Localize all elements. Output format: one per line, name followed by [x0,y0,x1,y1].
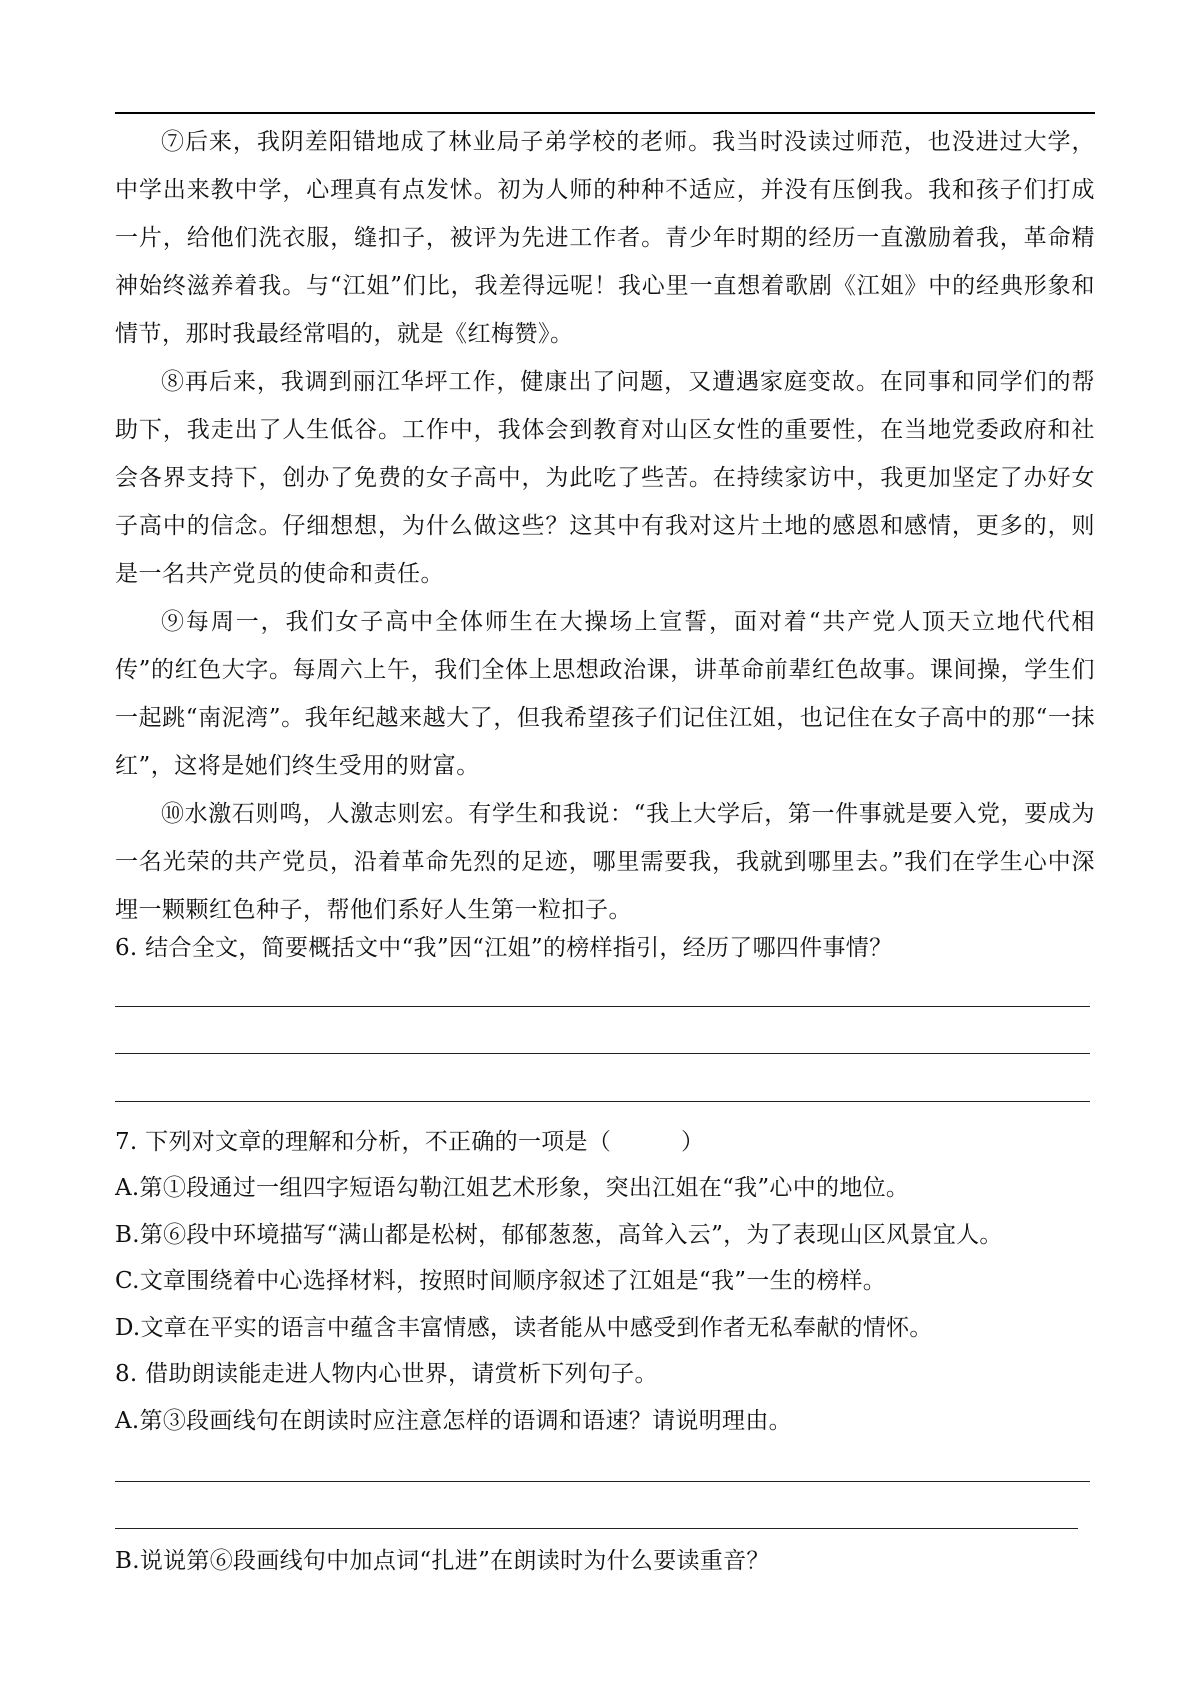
answer-line-q6-1[interactable] [115,1006,1090,1007]
answer-line-q8a-1[interactable] [115,1481,1090,1482]
questions [115,0,1095,1697]
question-6: 6. 结合全文，简要概括文中“我”因“江姐”的榜样指引，经历了哪四件事情？ [115,935,893,961]
paragraph-10: ⑩水激石则鸣，人激志则宏。有学生和我说：“我上大学后，第一件事就是要入党，要成为一名光荣的共产党员，沿着革命先烈的足迹，哪里需要我，我就到哪里去。”我们在学生心中深埋一颗颗红色种子，帮他们系好人生第一粒扣子。 [115,801,1095,923]
paragraph-7: ⑦后来，我阴差阳错地成了林业局子弟学校的老师。我当时没读过师范，也没进过大学，中学出来教中学，心理真有点发怵。初为人师的种种不适应，并没有压倒我。我和孩子们打成一片，给他们洗衣服，缝扣子，被评为先进工作者。青少年时期的经历一直激励着我，革命精神始终滋养着我。与“江姐”们比，我差得远呢！我心里一直想着歌剧《江姐》中的经典形象和情节，那时我最经常唱的，就是《红梅赞》。 [115,129,1095,347]
answer-line-q6-2[interactable] [115,1053,1090,1054]
question-8: 8. 借助朗读能走进人物内心世界，请赏析下列句子。 [115,1361,658,1387]
question-7-option-d: D.文章在平实的语言中蕴含丰富情感，读者能从中感受到作者无私奉献的情怀。 [115,1315,933,1341]
question-7-option-b: B.第⑥段中环境描写“满山都是松树，郁郁葱葱，高耸入云”，为了表现山区风景宜人。 [115,1222,1003,1248]
question-8-part-a: A.第③段画线句在朗读时应注意怎样的语调和语速？请说明理由。 [115,1408,792,1434]
paragraph-8: ⑧再后来，我调到丽江华坪工作，健康出了问题，又遭遇家庭变故。在同事和同学们的帮助下，我走出了人生低谷。工作中，我体会到教育对山区女性的重要性，在当地党委政府和社会各界支持下，创办了免费的女子高中，为此吃了些苦。在持续家访中，我更加坚定了办好女子高中的信念。仔细想想，为什么做这些？这其中有我对这片土地的感恩和感情，更多的，则是一名共产党员的使命和责任。 [115,369,1095,587]
question-7-option-c: C.文章围绕着中心选择材料，按照时间顺序叙述了江姐是“我”一生的榜样。 [115,1268,887,1294]
question-7: 7. 下列对文章的理解和分析，不正确的一项是（ ） [115,1129,705,1155]
paragraph-9: ⑨每周一，我们女子高中全体师生在大操场上宣誓，面对着“共产党人顶天立地代代相传”的红色大字。每周六上午，我们全体上思想政治课，讲革命前辈红色故事。课间操，学生们一起跳“南泥湾”。我年纪越来越大了，但我希望孩子们记住江姐，也记住在女子高中的那“一抹红”，这将是她们终生受用的财富。 [115,609,1095,779]
answer-line-q6-3[interactable] [115,1101,1090,1102]
question-8-part-b: B.说说第⑥段画线句中加点词“扎进”在朗读时为什么要读重音？ [115,1548,770,1574]
answer-line-q8a-2[interactable] [115,1528,1078,1529]
question-7-option-a: A.第①段通过一组四字短语勾勒江姐艺术形象，突出江姐在“我”心中的地位。 [115,1175,910,1201]
